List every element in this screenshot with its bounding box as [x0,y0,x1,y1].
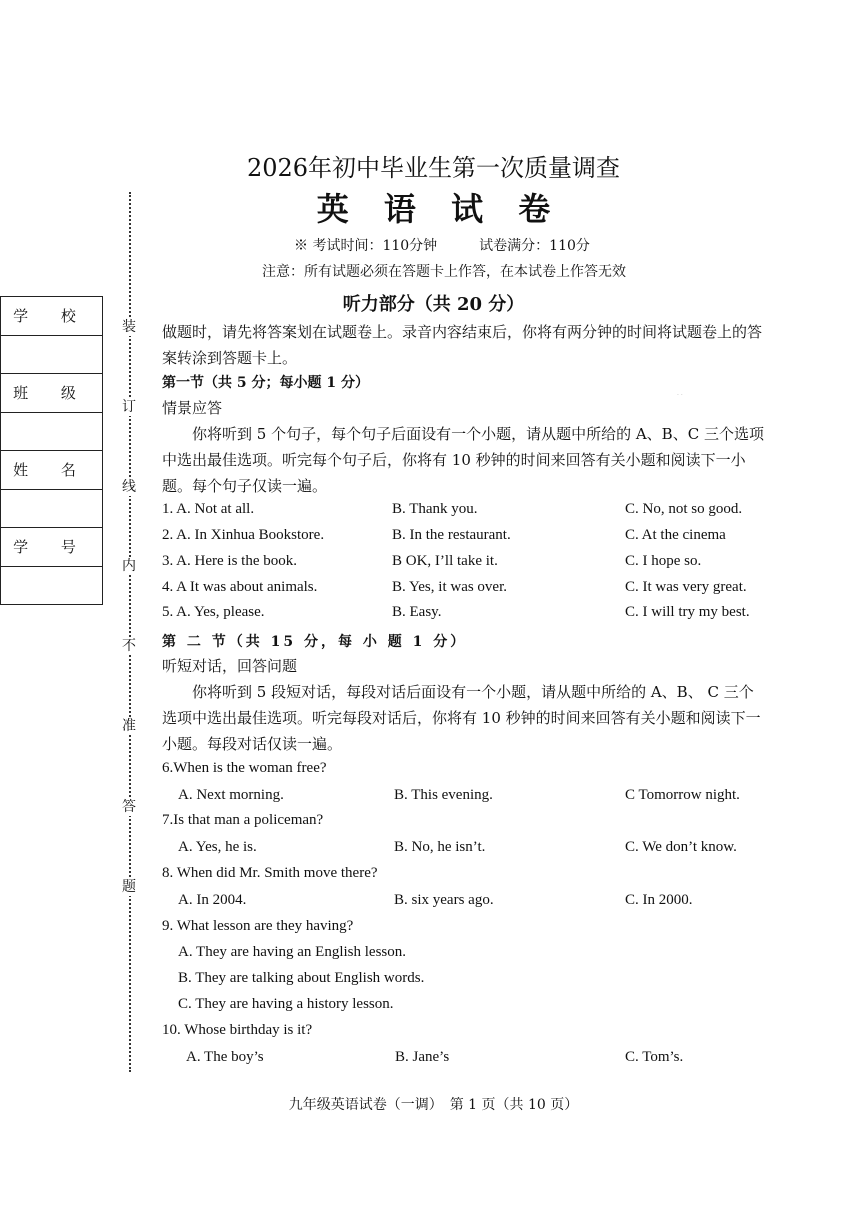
q9-stem: 9. What lesson are they having? [162,918,354,934]
q3-option-a[interactable]: 3. A. Here is the book. [162,553,297,569]
field-school-blank[interactable] [1,335,103,374]
q6-option-a[interactable]: A. Next morning. [178,787,284,803]
field-class-label: 班 级 [1,374,103,413]
section2-title: 第 二 节（共 15 分，每 小 题 1 分） [162,634,468,650]
q4-option-c[interactable]: C. It was very great. [625,579,747,595]
q9-option-c[interactable]: C. They are having a history lesson. [178,996,394,1012]
q1-option-a[interactable]: 1. A. Not at all. [162,501,255,517]
q5-option-a[interactable]: 5. A. Yes, please. [162,604,265,620]
field-class-blank[interactable] [1,412,103,451]
exam-meta [294,235,590,255]
q6-option-b[interactable]: B. This evening. [394,787,493,803]
q8-stem: 8. When did Mr. Smith move there? [162,865,378,881]
page-footer: 九年级英语试卷（一调） 第 1 页（共 10 页） [288,1097,579,1113]
section2-direction: 你将听到 5 段短对话，每段对话后面设有一个小题，请从题中所给的 A、B、 C 三个选项中选出最佳选项。听完每段对话后，你将有 10 秒钟的时间来回答有关小题和阅读下一小题。每段对话仅读一遍。 [162,683,761,753]
q6-stem: 6.When is the woman free? [162,760,327,776]
q9-option-b[interactable]: B. They are talking about English words. [178,970,425,986]
student-info-table [0,296,103,605]
binding-char: 不 [122,638,136,654]
field-number-blank[interactable] [1,566,103,605]
binding-char: 订 [122,399,136,415]
q4-option-b[interactable]: B. Yes, it was over. [392,579,508,595]
q10-option-c[interactable]: C. Tom’s. [625,1049,684,1065]
subject-title: 英 语 试 卷 [316,190,563,228]
q2-option-a[interactable]: 2. A. In Xinhua Bookstore. [162,527,325,543]
exam-notice: 注意：所有试题必须在答题卡上作答，在本试卷上作答无效 [262,264,626,280]
full-score: 试卷满分：110分 [479,238,590,254]
q7-stem: 7.Is that man a policeman? [162,812,324,828]
field-number-label: 学 号 [1,528,103,567]
q10-stem: 10. Whose birthday is it? [162,1022,313,1038]
q2-option-c[interactable]: C. At the cinema [625,527,726,543]
q3-option-c[interactable]: C. I hope so. [625,553,702,569]
q5-option-b[interactable]: B. Easy. [392,604,442,620]
binding-char: 题 [122,879,136,895]
section1-title: 第一节（共 5 分；每小题 1 分） [162,375,369,391]
exam-title: 2026年初中毕业生第一次质量调查 [246,154,621,182]
q3-option-b[interactable]: B OK, I’ll take it. [392,553,498,569]
q2-option-b[interactable]: B. In the restaurant. [392,527,511,543]
binding-char: 答 [122,799,136,815]
listening-instruction: 做题时，请先将答案划在试题卷上。录音内容结束后，你将有两分钟的时间将试题卷上的答案转涂到答题卡上。 [162,323,763,367]
q1-option-b[interactable]: B. Thank you. [392,501,478,517]
q4-option-a[interactable]: 4. A It was about animals. [162,579,318,595]
section1-direction: 你将听到 5 个句子，每个句子后面设有一个小题，请从题中所给的 A、B、C 三个选项中选出最佳选项。听完每个句子后，你将有 10 秒钟的时间来回答有关小题和阅读下一小题。每个句子仅读一遍。 [162,425,764,495]
binding-char: 装 [122,319,136,335]
binding-char: 内 [122,558,136,574]
listening-part-title: 听力部分（共 20 分） [342,294,525,315]
field-name-blank[interactable] [1,489,103,528]
q8-option-b[interactable]: B. six years ago. [394,892,494,908]
field-school-label: 学 校 [1,297,103,336]
q1-option-c[interactable]: C. No, not so good. [625,501,743,517]
q8-option-c[interactable]: C. In 2000. [625,892,693,908]
binding-char: 准 [122,718,136,734]
binding-char: 线 [122,479,136,495]
section2-subtitle: 听短对话，回答问题 [162,657,298,675]
scan-speck: · · [677,392,683,399]
q10-option-b[interactable]: B. Jane’s [395,1049,450,1065]
exam-time: ※ 考试时间：110分钟 [294,238,438,254]
q9-option-a[interactable]: A. They are having an English lesson. [178,944,407,960]
q7-option-b[interactable]: B. No, he isn’t. [394,839,486,855]
section1-subtitle: 情景应答 [162,399,223,417]
q6-option-c[interactable]: C Tomorrow night. [625,787,740,803]
field-name-label: 姓 名 [1,451,103,490]
q5-option-c[interactable]: C. I will try my best. [625,604,750,620]
q7-option-c[interactable]: C. We don’t know. [625,839,737,855]
q8-option-a[interactable]: A. In 2004. [178,892,247,908]
q10-option-a[interactable]: A. The boy’s [186,1049,264,1065]
q7-option-a[interactable]: A. Yes, he is. [178,839,257,855]
